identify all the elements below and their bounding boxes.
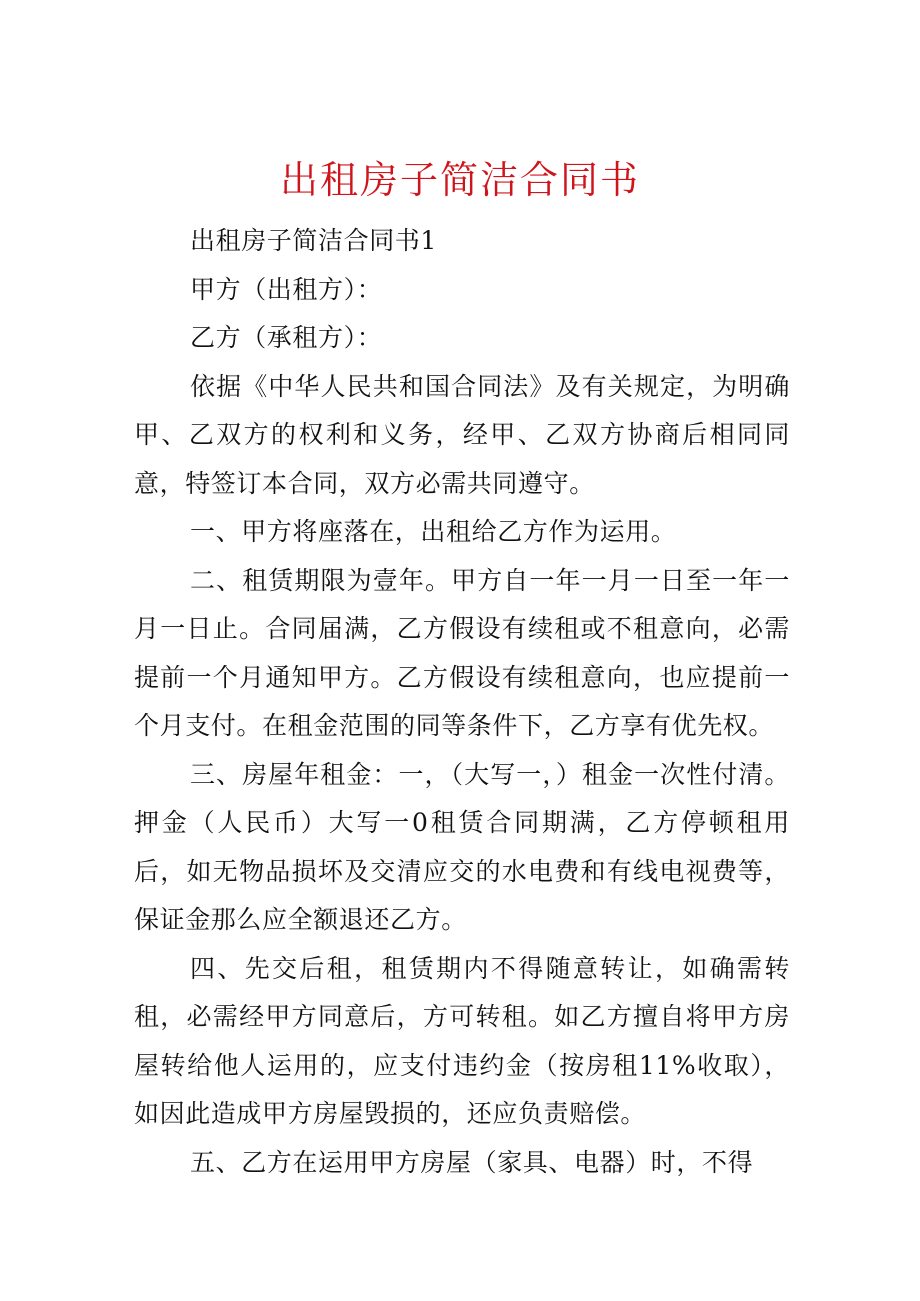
clause-5: 五、乙方在运用甲方房屋（家具、电器）时，不得 <box>190 1147 754 1177</box>
clause-3: 三、房屋年租金：一，（大写一，）租金一次性付清。押金（人民币）大写一0租赁合同期满，乙方停顿租用后，如无物品损坏及交清应交的水电费和有线电视费等，保证金那么应全额退还乙方。 <box>134 759 790 934</box>
clause-2: 二、租赁期限为壹年。甲方自一年一月一日至一年一月一日止。合同届满，乙方假设有续租或不租意向，必需提前一个月通知甲方。乙方假设有续租意向，也应提前一个月支付。在租金范围的同等条件下，乙方享有优先权。 <box>134 565 790 740</box>
party-a-line: 甲方（出租方）： <box>190 274 383 304</box>
preamble-paragraph: 依据《中华人民共和国合同法》及有关规定，为明确甲、乙双方的权利和义务，经甲、乙双方协商后相同同意，特签订本合同，双方必需共同遵守。 <box>134 371 790 498</box>
contract-subtitle: 出租房子简洁合同书1 <box>190 226 437 255</box>
party-b-line: 乙方（承租方）： <box>190 323 383 352</box>
document-body <box>134 217 790 1187</box>
clause-1: 一、甲方将座落在，出租给乙方作为运用。 <box>190 517 677 546</box>
document-title: 出租房子简洁合同书 <box>279 158 640 202</box>
clause-4: 四、先交后租，租赁期内不得随意转让，如确需转租，必需经甲方同意后，方可转租。如乙方擅自将甲方房屋转给他人运用的，应支付违约金（按房租11%收取），如因此造成甲方房屋毁损的，还应负责赔偿。 <box>134 953 790 1128</box>
